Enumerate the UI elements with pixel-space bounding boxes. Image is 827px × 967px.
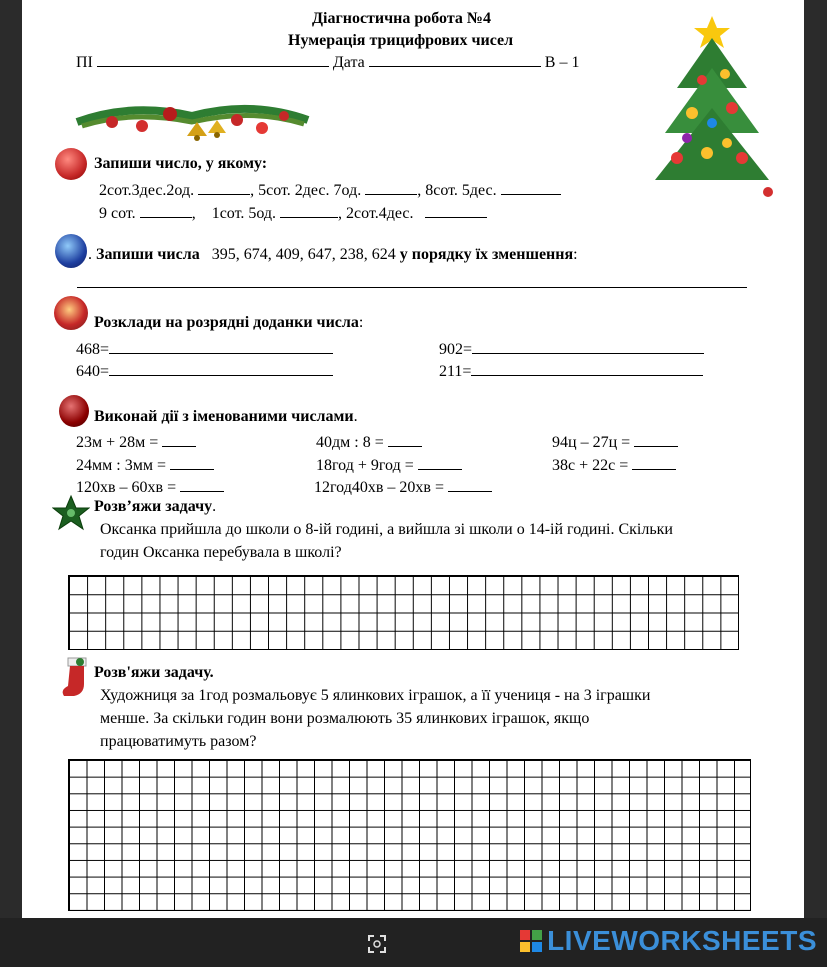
liveworksheets-brand[interactable]: LIVEWORKSHEETS: [547, 925, 817, 956]
task1-row1: 2сот.3дес.2од. , 5сот. 2дес. 7од. , 8сот. 5дес.: [99, 180, 561, 200]
task4-item: 23м + 28м =: [76, 432, 196, 452]
answer-input[interactable]: [471, 361, 703, 376]
date-input[interactable]: [369, 52, 541, 67]
star-icon: [52, 494, 90, 532]
name-input[interactable]: [97, 52, 329, 67]
task6-text-line: працюватимуть разом?: [100, 733, 257, 750]
answer-input[interactable]: [472, 339, 704, 354]
answer-input[interactable]: [109, 361, 333, 376]
answer-input[interactable]: [448, 477, 492, 492]
task2-heading-post: у порядку їх зменшення: [399, 246, 574, 263]
task4-item: 120хв – 60хв =: [76, 477, 224, 497]
worksheet-subtitle: Нумерація трицифрових чисел: [288, 32, 514, 49]
task3-item-row: 468=: [76, 339, 333, 359]
christmas-tree-icon: [647, 8, 777, 198]
fullscreen-icon[interactable]: [366, 933, 388, 955]
blue-bauble-icon: [55, 234, 87, 268]
task6-text-line: Художниця за 1год розмальовує 5 ялинкових іграшок, а її учениця - на 3 іграшки: [100, 687, 651, 704]
task1-item: 2сот.3дес.2од.: [99, 182, 195, 199]
stocking-icon: [60, 656, 94, 702]
name-label: ПІ: [76, 54, 93, 71]
task4-heading: Виконай дії з іменованими числами.: [94, 408, 358, 425]
date-label: Дата: [332, 54, 365, 71]
task4-item: 94ц – 27ц =: [552, 432, 678, 452]
task1-item: 9 сот.: [99, 205, 136, 222]
task4-item: 18год + 9год =: [316, 455, 462, 475]
answer-input[interactable]: [632, 455, 676, 470]
variant-label: В – 1: [544, 54, 580, 71]
answer-input[interactable]: [109, 339, 333, 354]
task1-item: 2сот.4дес.: [346, 205, 414, 222]
task3-item-row: 211=: [439, 361, 703, 381]
task4-item: 38с + 22с =: [552, 455, 676, 475]
task6-text-line: менше. За скільки годин вони розмалюють 35 ялинкових іграшок, якщо: [100, 710, 590, 727]
answer-input[interactable]: [198, 180, 250, 195]
answer-input[interactable]: [634, 432, 678, 447]
worksheet-title: Діагностична робота №4: [312, 10, 491, 27]
task5-text-line: Оксанка прийшла до школи о 8-ій годині, а вийшла зі школи о 14-ій годині. Скільки: [100, 521, 673, 538]
task5-text-line: годин Оксанка перебувала в школі?: [100, 544, 342, 561]
task3-item-row: 640=: [76, 361, 333, 381]
liveworksheets-logo-icon: [520, 930, 542, 952]
task6-heading: Розв'яжи задачу.: [94, 664, 214, 681]
santa-bauble-icon: [54, 296, 88, 330]
task1-heading: Запиши число, у якому:: [94, 155, 268, 172]
answer-input[interactable]: [140, 203, 192, 218]
answer-input[interactable]: [162, 432, 196, 447]
task1-item: 1сот. 5од.: [211, 205, 277, 222]
task4-item: 24мм : 3мм =: [76, 455, 214, 475]
answer-input[interactable]: [425, 203, 487, 218]
answer-grid[interactable]: [68, 575, 739, 650]
answer-input[interactable]: [501, 180, 561, 195]
task2-heading: . Запиши числа 395, 674, 409, 647, 238, 624 у порядку їх зменшення:: [88, 246, 578, 263]
answer-input[interactable]: [280, 203, 338, 218]
task1-item: 8сот. 5дес.: [425, 182, 497, 199]
answer-input[interactable]: [180, 477, 224, 492]
dark-red-bauble-icon: [59, 395, 89, 427]
task3-item-row: 902=: [439, 339, 704, 359]
worksheet-page: [22, 0, 804, 918]
red-dot-icon: [763, 187, 773, 197]
answer-input[interactable]: [418, 455, 462, 470]
task2-answer-line[interactable]: [77, 287, 747, 288]
answer-grid[interactable]: [68, 759, 751, 911]
red-bauble-icon: [55, 148, 87, 180]
answer-input[interactable]: [170, 455, 214, 470]
task3-heading: Розклади на розрядні доданки числа:: [94, 314, 364, 331]
task4-item: 40дм : 8 =: [316, 432, 422, 452]
task1-item: 5сот. 2дес. 7од.: [258, 182, 362, 199]
task2-numbers: 395, 674, 409, 647, 238, 624: [211, 246, 396, 263]
task2-heading-pre: Запиши числа: [96, 246, 200, 263]
task4-item: 12год40хв – 20хв =: [314, 477, 492, 497]
answer-input[interactable]: [388, 432, 422, 447]
name-row: [76, 52, 579, 72]
garland-icon: [72, 92, 312, 152]
task1-row2: 9 сот. , 1сот. 5од. , 2сот.4дес.: [99, 203, 487, 223]
answer-input[interactable]: [365, 180, 417, 195]
task5-heading: Розв’яжи задачу.: [94, 498, 217, 515]
